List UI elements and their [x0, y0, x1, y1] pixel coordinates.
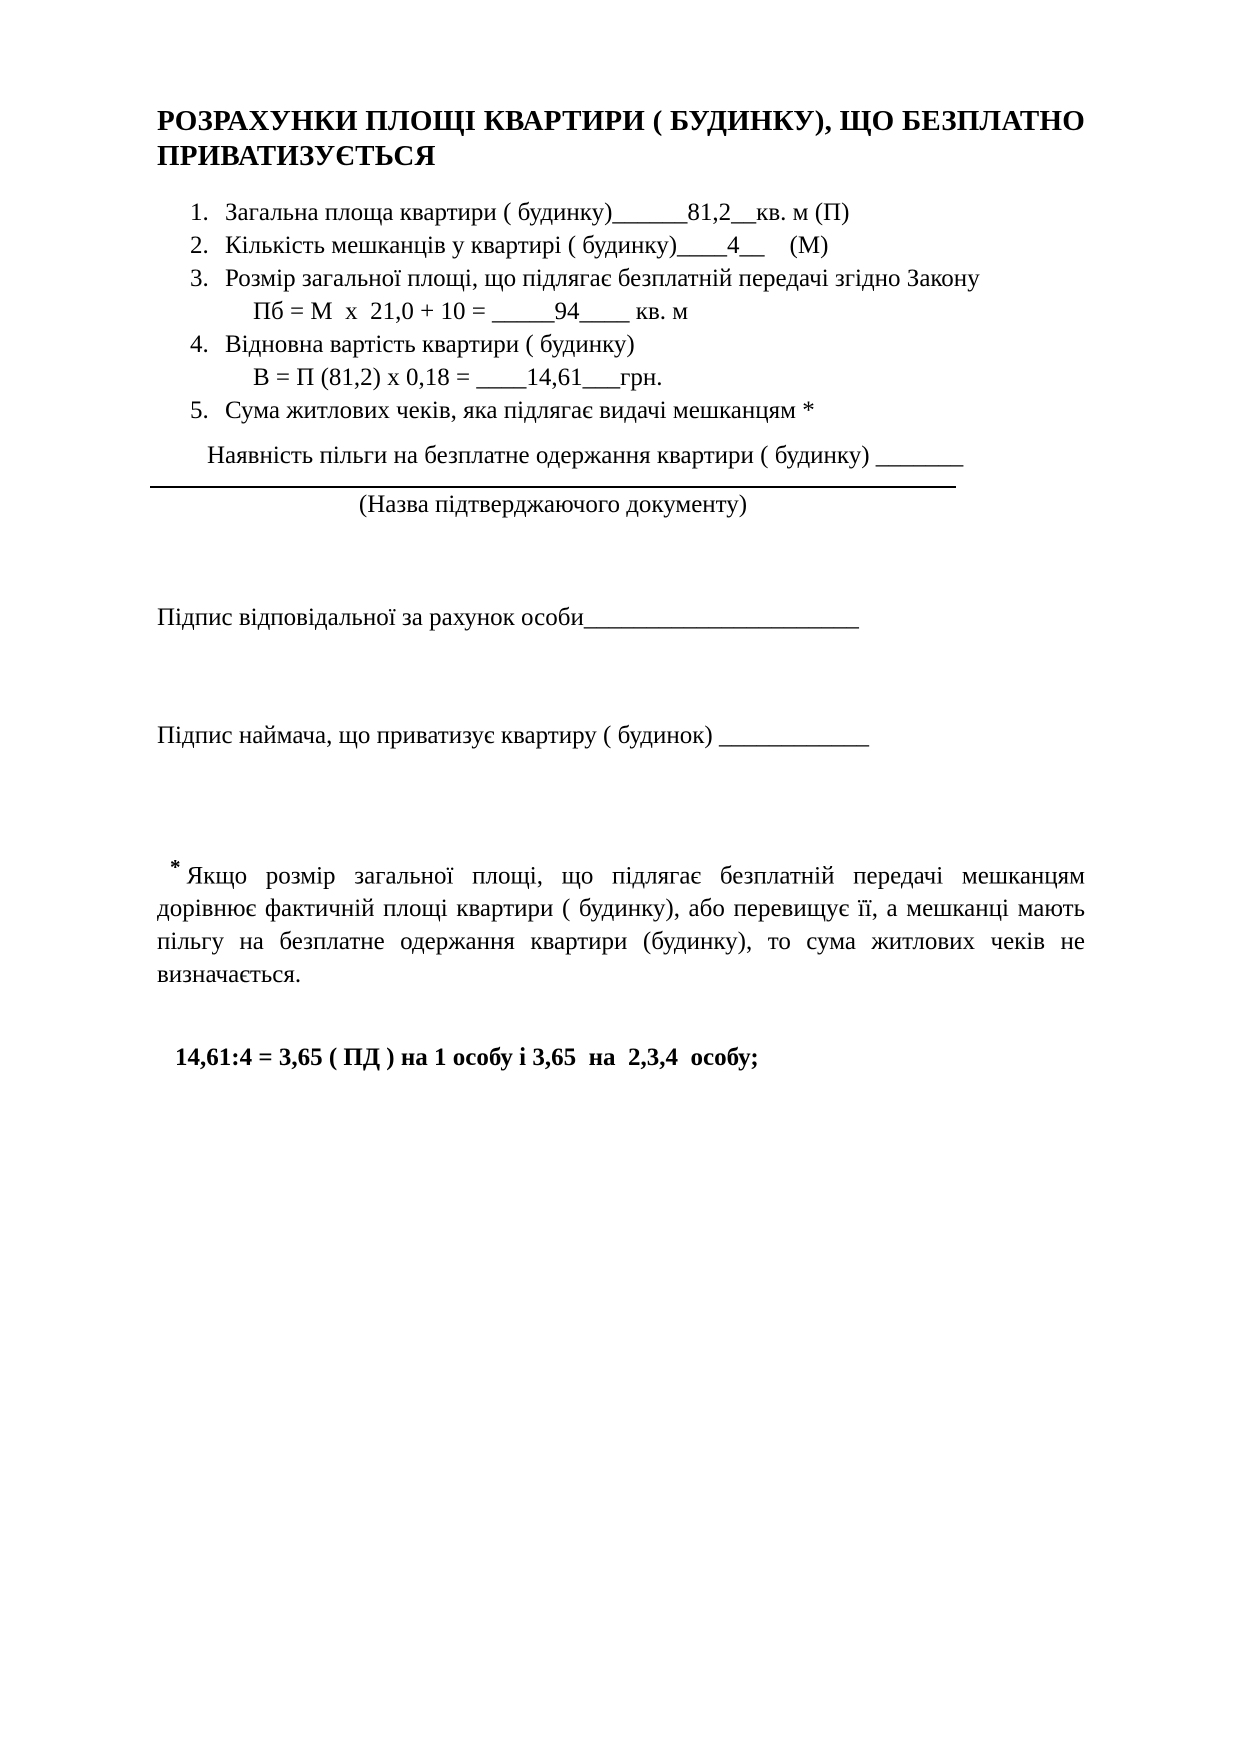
page-title-line1: РОЗРАХУНКИ ПЛОЩІ КВАРТИРИ ( БУДИНКУ), ЩО БЕЗПЛАТНО — [157, 105, 1085, 137]
list-item-residents — [157, 229, 1085, 262]
footnote-asterisk: * — [170, 855, 181, 879]
list-item-free-area — [157, 262, 1085, 295]
list-item-text: Відновна вартість квартири ( будинку) — [225, 331, 635, 358]
footnote-paragraph — [157, 851, 1085, 991]
list-item-text: Розмір загальної площі, що підлягає безплатній передачі згідно Закону — [225, 265, 980, 292]
list-item-number: 3. — [190, 265, 209, 292]
privilege-line: Наявність пільги на безплатне одержання квартири ( будинку) _______ — [207, 442, 964, 469]
calculation-list — [157, 196, 1085, 427]
document-name-caption: (Назва підтверджаючого документу) — [358, 491, 748, 518]
list-item-number: 1. — [190, 199, 209, 226]
list-item-text: Загальна площа квартири ( будинку)______81,2__кв. м (П) — [225, 199, 850, 226]
list-item-number: 5. — [190, 397, 209, 424]
signature-responsible-line: Підпис відповідальної за рахунок особи______________________ — [157, 604, 859, 631]
page-title-line2: ПРИВАТИЗУЄТЬСЯ — [157, 140, 436, 172]
list-item-number: 4. — [190, 331, 209, 358]
signature-tenant-line: Підпис наймача, що приватизує квартиру ( будинок) ____________ — [157, 722, 869, 749]
list-item-number: 2. — [190, 232, 209, 259]
list-item-housing-checks — [157, 394, 1085, 427]
list-item-total-area — [157, 196, 1085, 229]
list-item-restored-value — [157, 328, 1085, 361]
document-name-blank-line — [150, 472, 956, 488]
restored-value-formula: В = П (81,2) х 0,18 = ____14,61___грн. — [253, 364, 663, 391]
free-area-formula: Пб = М х 21,0 + 10 = _____94____ кв. м — [253, 298, 689, 325]
per-person-calculation-line: 14,61:4 = 3,65 ( ПД ) на 1 особу і 3,65 на 2,3,4 особу; — [175, 1044, 759, 1072]
page-title — [157, 104, 1085, 174]
confirming-document-block — [157, 472, 963, 521]
footnote-text: Якщо розмір загальної площі, що підлягає безплатній передачі мешканцям дорівнює фактичній площі квартири ( будинку), або перевищує її, а мешканці мають пільгу на безплатне одержання квартири (будинку), то сума житлових чеків не визначається. — [157, 862, 1085, 989]
list-item-text: Сума житлових чеків, яка підлягає видачі мешканцям * — [225, 397, 815, 424]
list-item-text: Кількість мешканців у квартирі ( будинку)____4__ (М) — [225, 232, 829, 259]
